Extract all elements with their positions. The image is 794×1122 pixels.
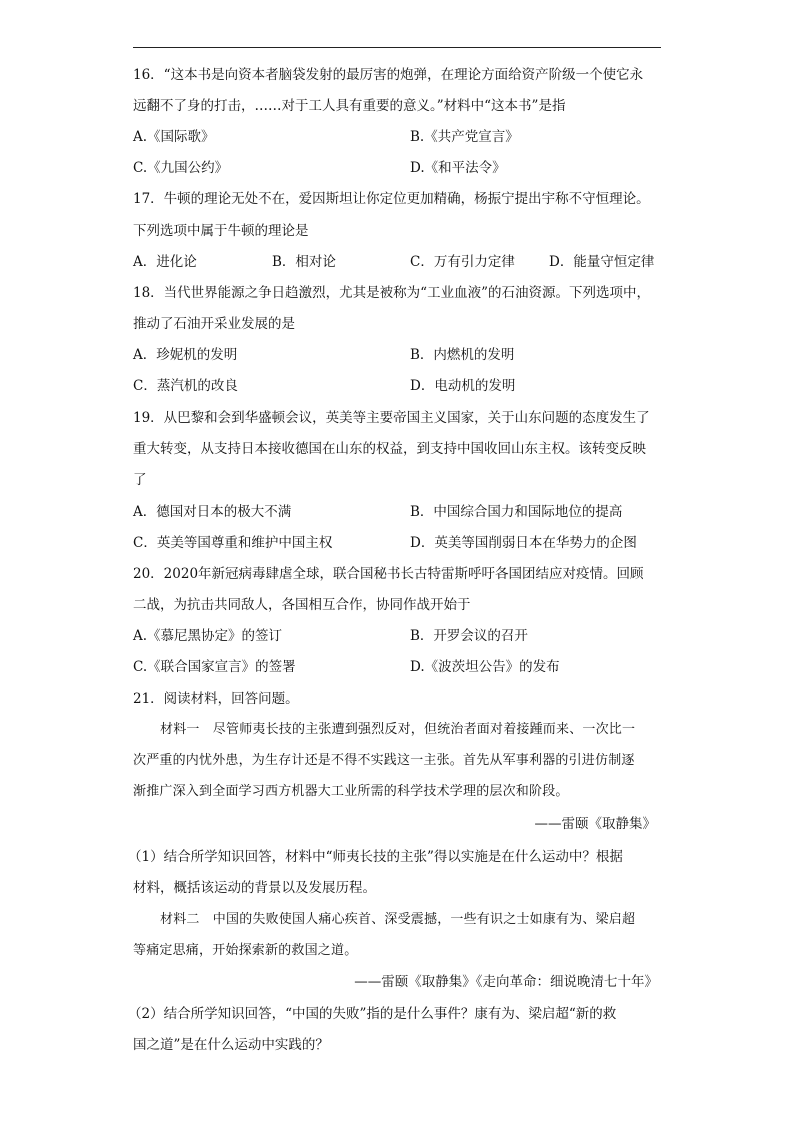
q21-material2-line1: 材料二 中国的失败使国人痛心疾首、深受震撼，一些有识之士如康有为、梁启超: [160, 912, 636, 927]
q18-option-b: B．内燃机的发明: [410, 347, 515, 363]
q18-option-c: C．蒸汽机的改良: [133, 378, 238, 394]
q19-option-d: D．英美等国削弱日本在华势力的企图: [410, 535, 637, 551]
q21-subq1-line1: （1）结合所学知识回答，材料中“师夷长技的主张”得以实施是在什么运动中？根据: [128, 849, 623, 865]
q21-material2-line2: 等痛定思痛，开始探索新的救国之道。: [133, 943, 358, 958]
q18-option-a: A．珍妮机的发明: [133, 347, 238, 363]
q21-material1-line3: 渐推广深入到全面学习西方机器大工业所需的科学技术学理的层次和阶段。: [133, 784, 569, 799]
q16-option-d: D.《和平法令》: [410, 160, 506, 176]
q16-option-c: C.《九国公约》: [133, 160, 229, 176]
q19-option-a: A．德国对日本的极大不满: [133, 504, 292, 520]
q21-material1-source: ——雷颐《取静集》: [534, 816, 656, 832]
q20-option-d: D.《波茨坦公告》的发布: [410, 659, 560, 675]
q17-option-d: D．能量守恒定律: [549, 254, 655, 270]
q17-option-b: B．相对论: [272, 254, 336, 270]
header-rule: [133, 47, 661, 48]
q18-stem-line1: 18．当代世界能源之争日趋激烈，尤其是被称为“工业血液”的石油资源。下列选项中，: [133, 285, 650, 301]
q20-option-c: C.《联合国家宣言》的签署: [133, 659, 296, 675]
q19-stem-line1: 19．从巴黎和会到华盛顿会议，英美等主要帝国主义国家，关于山东问题的态度发生了: [133, 410, 650, 426]
q17-stem-line2: 下列选项中属于牛顿的理论是: [133, 223, 309, 239]
q16-option-a: A.《国际歌》: [133, 129, 215, 145]
q18-option-d: D．电动机的发明: [410, 378, 516, 394]
q21-subq2-line1: （2）结合所学知识回答，“中国的失败”指的是什么事件？康有为、梁启超“新的救: [128, 1006, 617, 1022]
q17-option-c: C．万有引力定律: [410, 254, 515, 270]
q19-stem-line2: 重大转变，从支持日本接收德国在山东的权益，到支持中国收回山东主权。该转变反映: [133, 441, 646, 457]
q20-stem-line2: 二战，为抗击共同敌人，各国相互合作，协同作战开始于: [133, 597, 471, 613]
q21-subq1-line2: 材料，概括该运动的背景以及发展历程。: [133, 880, 376, 896]
q20-option-b: B．开罗会议的召开: [410, 628, 528, 644]
q17-stem-line1: 17．牛顿的理论无处不在，爱因斯坦让你定位更加精确，杨振宁提出宇称不守恒理论。: [133, 191, 650, 207]
q21-material2-source: ——雷颐《取静集》《走向革命：细说晚清七十年》: [354, 974, 658, 990]
q19-option-c: C．英美等国尊重和维护中国主权: [133, 535, 333, 551]
q18-stem-line2: 推动了石油开采业发展的是: [133, 316, 295, 332]
q21-material1-line2: 次严重的内忧外患，为生存计还是不得不实践这一主张。首先从军事利器的引进仿制逐: [133, 753, 635, 768]
q16-stem-line2: 远翻不了身的打击，……对于工人具有重要的意义。”材料中“这本书”是指: [133, 98, 566, 114]
q17-option-a: A．进化论: [133, 254, 197, 270]
q19-stem-line3: 了: [133, 472, 147, 488]
q21-title: 21．阅读材料，回答问题。: [133, 691, 299, 707]
q20-option-a: A.《慕尼黑协定》的签订: [133, 628, 283, 644]
q21-material1-line1: 材料一 尽管师夷长技的主张遭到强烈反对，但统治者面对着接踵而来、一次比一: [160, 722, 636, 737]
q19-option-b: B．中国综合国力和国际地位的提高: [410, 504, 623, 520]
q21-subq2-line2: 国之道”是在什么运动中实践的？: [133, 1037, 329, 1053]
q20-stem-line1: 20．2020年新冠病毒肆虐全球，联合国秘书长古特雷斯呼吁各国团结应对疫情。回顾: [133, 566, 644, 582]
q16-option-b: B.《共产党宣言》: [410, 129, 519, 145]
q16-stem-line1: 16．“这本书是向资本者脑袋发射的最厉害的炮弹，在理论方面给资产阶级一个使它永: [133, 67, 644, 83]
